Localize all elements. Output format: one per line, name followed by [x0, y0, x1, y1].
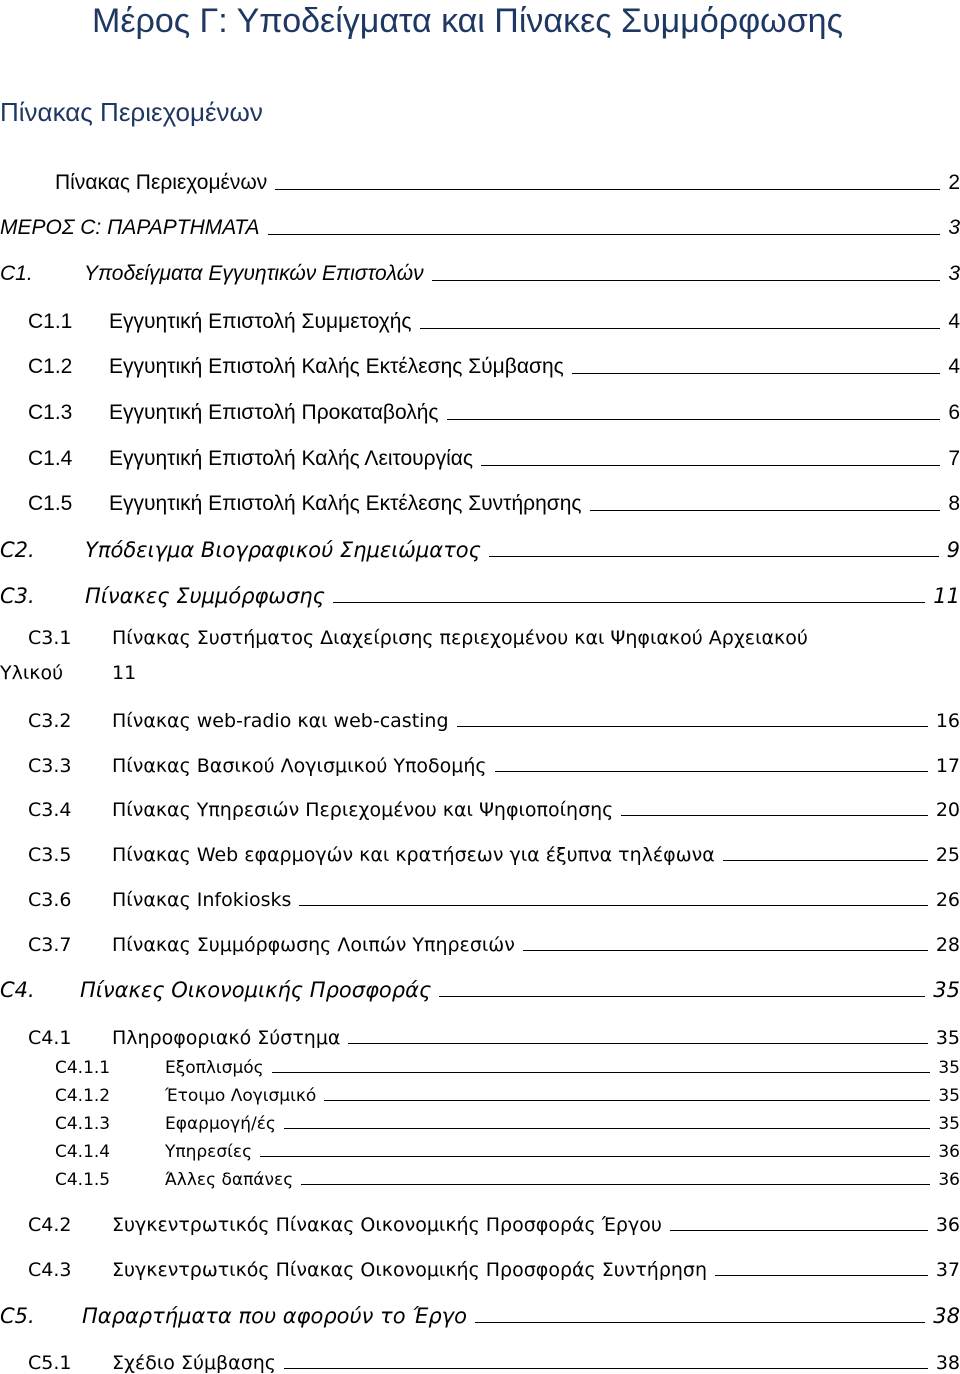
toc-entry-label: Έτοιμο Λογισμικό — [165, 1086, 317, 1106]
toc-entry-number: C3.6 — [28, 889, 72, 911]
toc-leader — [715, 1275, 928, 1276]
toc-entry[interactable] — [28, 439, 960, 471]
toc-entry-number: C1.4 — [28, 447, 73, 470]
toc-entry[interactable] — [28, 1017, 960, 1049]
toc-entry-page: 35 — [938, 1086, 960, 1106]
toc-entry-number: C1.3 — [28, 401, 73, 424]
toc-entry-page: 36 — [938, 1170, 960, 1190]
toc-entry-number: C4.1.4 — [55, 1142, 111, 1162]
toc-entry-label: Πίνακας web-radio και web-casting — [112, 710, 449, 732]
toc-leader — [621, 815, 928, 816]
toc-leader — [447, 419, 941, 420]
toc-entry-number: C4.1 — [28, 1027, 72, 1049]
toc-leader — [272, 1072, 931, 1073]
toc-entry-label: Συγκεντρωτικός Πίνακας Οικονομικής Προσφοράς Έργου — [112, 1214, 662, 1236]
toc-entry[interactable] — [0, 1296, 960, 1328]
toc-entry-label: Συγκεντρωτικός Πίνακας Οικονομικής Προσφοράς Συντήρηση — [112, 1259, 708, 1281]
toc-entry[interactable] — [28, 879, 960, 911]
toc-entry[interactable] — [0, 208, 960, 240]
toc-entry-number: C4.3 — [28, 1259, 72, 1281]
page-title: Μέρος Γ: Υποδείγματα και Πίνακες Συμμόρφωσης — [92, 2, 843, 40]
toc-entry-label: Πίνακες Συμμόρφωσης — [85, 584, 325, 608]
toc-leader — [670, 1230, 928, 1231]
toc-entry-page: 38 — [933, 1304, 960, 1328]
toc-entry-page: 36 — [938, 1142, 960, 1162]
toc-leader — [481, 465, 940, 466]
toc-entry-label: ΜΕΡΟΣ C: ΠΑΡΑΡΤΗΜΑΤΑ — [0, 216, 260, 239]
toc-leader — [572, 373, 941, 374]
toc-entry[interactable] — [28, 924, 960, 956]
toc-entry[interactable] — [0, 530, 960, 562]
toc-entry-label: Πίνακας Υπηρεσιών Περιεχομένου και Ψηφιοποίησης — [112, 799, 614, 821]
toc-entry-page: 7 — [948, 447, 960, 470]
toc-leader — [301, 1184, 930, 1185]
toc-entry[interactable] — [55, 1078, 960, 1106]
toc-leader — [523, 950, 928, 951]
toc-entry-label: Παραρτήματα που αφορούν το Έργο — [82, 1304, 467, 1328]
toc-entry-number: C4.1.2 — [55, 1086, 111, 1106]
toc-entry-label: Εγγυητική Επιστολή Προκαταβολής — [109, 401, 439, 424]
toc-entry[interactable] — [28, 393, 960, 425]
toc-entry[interactable] — [28, 347, 960, 379]
toc-leader — [299, 905, 927, 906]
toc-entry[interactable] — [28, 1342, 960, 1374]
toc-entry-label: Εγγυητική Επιστολή Συμμετοχής — [109, 310, 412, 333]
toc-leader — [284, 1368, 928, 1369]
toc-leader — [268, 234, 941, 235]
toc-entry-label: Πληροφοριακό Σύστημα — [112, 1027, 341, 1049]
toc-entry-page: 4 — [948, 355, 960, 378]
toc-entry-number: C4. — [0, 978, 35, 1002]
toc-entry[interactable] — [28, 1204, 960, 1236]
toc-entry[interactable] — [55, 1162, 960, 1190]
toc-leader — [284, 1128, 930, 1129]
toc-entry[interactable] — [28, 745, 960, 777]
toc-entry[interactable] — [0, 970, 960, 1002]
toc-entry-page: 35 — [938, 1058, 960, 1078]
toc-leader — [348, 1043, 927, 1044]
toc-entry-page: 9 — [946, 538, 960, 562]
toc-entry-page: 16 — [935, 710, 960, 732]
toc-heading: Πίνακας Περιεχομένων — [0, 97, 263, 127]
toc-entry[interactable] — [28, 484, 960, 516]
toc-entry-label: Πίνακας Web εφαρμογών και κρατήσεων για έξυπνα τηλέφωνα — [112, 844, 715, 866]
toc-entry-number: C3.4 — [28, 799, 72, 821]
toc-entry-label: Εγγυητική Επιστολή Καλής Λειτουργίας — [109, 447, 474, 470]
toc-entry-label: Εγγυητική Επιστολή Καλής Εκτέλεσης Συντήρησης — [109, 492, 582, 515]
toc-entry[interactable] — [0, 627, 960, 687]
toc-entry[interactable] — [28, 789, 960, 821]
toc-entry-number: C3.1 — [28, 627, 72, 649]
toc-entry[interactable] — [55, 1050, 960, 1078]
toc-entry-number: C4.1.3 — [55, 1114, 111, 1134]
toc-entry[interactable] — [55, 1106, 960, 1134]
toc-entry-label: Εγγυητική Επιστολή Καλής Εκτέλεσης Σύμβασης — [109, 355, 564, 378]
toc-entry-page: 17 — [935, 755, 960, 777]
toc-entry-number: C4.1.5 — [55, 1170, 111, 1190]
toc-entry[interactable] — [28, 700, 960, 732]
toc-leader — [275, 189, 940, 190]
toc-entry[interactable] — [55, 1134, 960, 1162]
toc-entry-page: 35 — [933, 978, 960, 1002]
toc-entry-label: Υποδείγματα Εγγυητικών Επιστολών — [84, 262, 424, 285]
toc-entry-number: C1.5 — [28, 492, 73, 515]
toc-entry-page: 4 — [948, 310, 960, 333]
toc-entry-number: C2. — [0, 538, 35, 562]
toc-entry[interactable] — [0, 576, 960, 608]
toc-entry-number: C1. — [0, 262, 33, 285]
toc-leader — [475, 1322, 925, 1323]
toc-entry-label: Εφαρμογή/ές — [165, 1114, 276, 1134]
toc-entry-page: 8 — [948, 492, 960, 515]
toc-entry-page: 35 — [938, 1114, 960, 1134]
toc-entry-number: C4.2 — [28, 1214, 72, 1236]
toc-entry-number: C1.2 — [28, 355, 73, 378]
toc-entry-page: 38 — [935, 1352, 960, 1374]
toc-entry-label: Πίνακας Βασικού Λογισμικού Υποδομής — [112, 755, 487, 777]
toc-leader — [333, 602, 925, 603]
toc-entry-page: 11 — [933, 584, 960, 608]
toc-entry-page: 36 — [935, 1214, 960, 1236]
toc-entry-label: Πίνακας Συμμόρφωσης Λοιπών Υπηρεσιών — [112, 934, 515, 956]
toc-leader — [723, 860, 928, 861]
toc-entry-number: C3.2 — [28, 710, 72, 732]
toc-entry-number: C5. — [0, 1304, 35, 1328]
toc-leader — [590, 510, 941, 511]
toc-leader — [432, 280, 941, 281]
toc-leader — [439, 996, 925, 997]
toc-entry-page: 28 — [935, 934, 960, 956]
toc-entry[interactable] — [28, 302, 960, 334]
toc-entry-label: Υπόδειγμα Βιογραφικού Σημειώματος — [85, 538, 481, 562]
toc-leader — [489, 556, 939, 557]
toc-entry-label: Πίνακας Infokiosks — [112, 889, 292, 911]
toc-entry-number: C3.7 — [28, 934, 72, 956]
toc-entry[interactable] — [55, 163, 960, 195]
toc-entry-label-continued: Υλικού — [0, 662, 64, 684]
toc-entry-page: 3 — [948, 216, 960, 239]
toc-entry-number: C1.1 — [28, 310, 73, 333]
toc-entry-page: 20 — [935, 799, 960, 821]
toc-leader — [495, 771, 928, 772]
toc-entry-page: 25 — [935, 844, 960, 866]
toc-leader — [457, 726, 928, 727]
toc-entry-number: C3. — [0, 584, 35, 608]
toc-leader — [324, 1100, 930, 1101]
toc-entry-label: Πίνακες Οικονομικής Προσφοράς — [80, 978, 432, 1002]
toc-leader — [260, 1156, 930, 1157]
toc-entry-label: Υπηρεσίες — [165, 1142, 253, 1162]
toc-entry[interactable] — [28, 1249, 960, 1281]
toc-entry-label: Πίνακας Περιεχομένων — [55, 171, 268, 194]
toc-entry-page: 37 — [935, 1259, 960, 1281]
toc-entry-label: Εξοπλισμός — [165, 1058, 264, 1078]
toc-entry-number: C3.5 — [28, 844, 72, 866]
toc-entry-number: C4.1.1 — [55, 1058, 111, 1078]
toc-entry-page: 6 — [948, 401, 960, 424]
toc-entry[interactable] — [28, 834, 960, 866]
toc-entry-label: Πίνακας Συστήματος Διαχείρισης περιεχομένου και Ψηφιακού Αρχειακού — [112, 627, 808, 649]
toc-entry-label: Σχέδιο Σύμβασης — [112, 1352, 276, 1374]
toc-entry-page: 2 — [948, 171, 960, 194]
toc-entry-page: 35 — [935, 1027, 960, 1049]
toc-entry-page: 3 — [948, 262, 960, 285]
toc-entry-page: 26 — [935, 889, 960, 911]
toc-entry-page: 11 — [112, 662, 137, 684]
toc-entry[interactable] — [0, 254, 960, 286]
toc-entry-number: C3.3 — [28, 755, 72, 777]
toc-leader — [420, 328, 941, 329]
toc-entry-number: C5.1 — [28, 1352, 72, 1374]
toc-entry-label: Άλλες δαπάνες — [165, 1170, 294, 1190]
